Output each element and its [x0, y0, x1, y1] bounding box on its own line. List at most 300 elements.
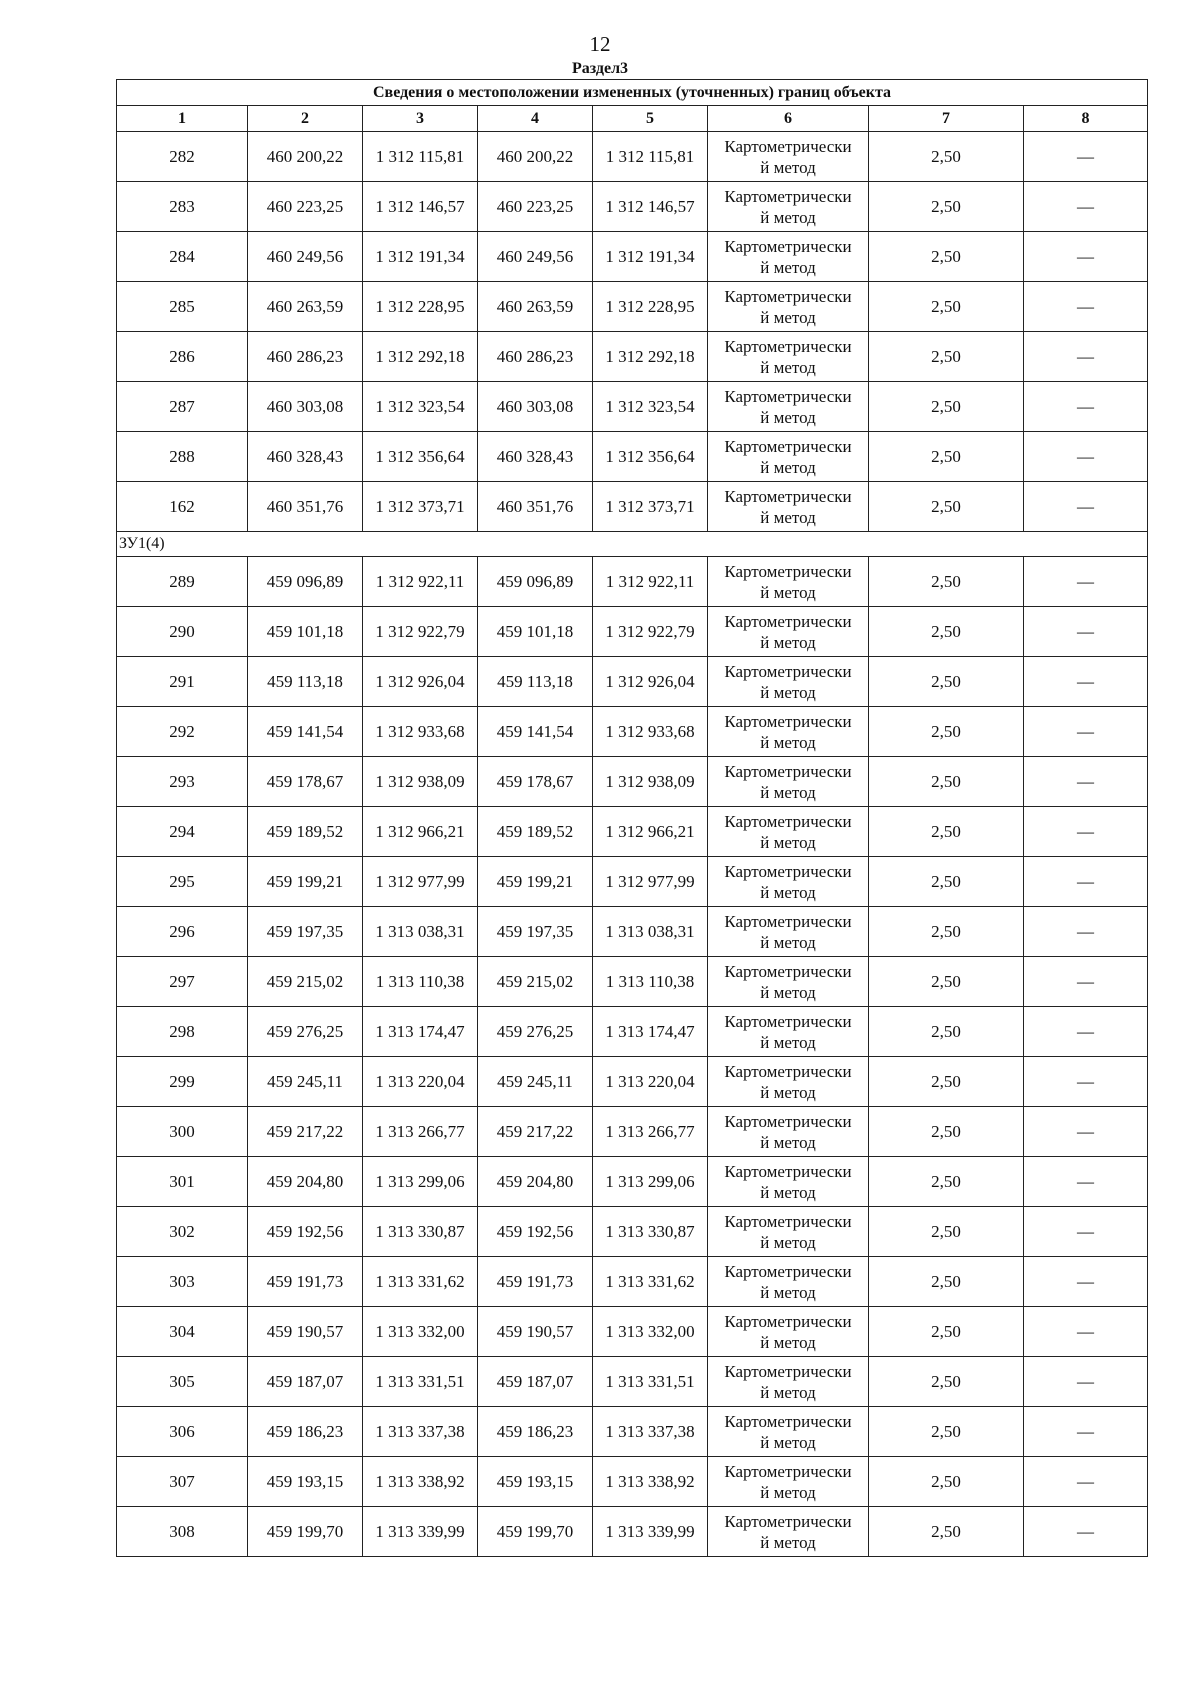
x-existing: 459 191,73: [248, 1257, 363, 1307]
y-new: 1 312 323,54: [593, 382, 708, 432]
y-existing: 1 313 038,31: [363, 907, 478, 957]
column-number: 5: [593, 106, 708, 132]
x-existing: 459 141,54: [248, 707, 363, 757]
method-line: Картометрически: [724, 386, 852, 406]
method-line: й метод: [760, 1232, 816, 1252]
table-row: [117, 282, 1148, 332]
table-row: [117, 332, 1148, 382]
x-new: 460 351,76: [478, 482, 593, 532]
accuracy-cell: 2,50: [869, 1057, 1024, 1107]
x-existing: 460 223,25: [248, 182, 363, 232]
y-new: 1 313 330,87: [593, 1207, 708, 1257]
column-number: 3: [363, 106, 478, 132]
x-new: 459 245,11: [478, 1057, 593, 1107]
method-cell: [708, 1307, 869, 1357]
point-number: 306: [117, 1407, 248, 1457]
method-line: Картометрически: [724, 236, 852, 256]
accuracy-cell: 2,50: [869, 382, 1024, 432]
method-line: й метод: [760, 1132, 816, 1152]
x-new: 459 276,25: [478, 1007, 593, 1057]
table-row: [117, 232, 1148, 282]
table-row: [117, 1457, 1148, 1507]
accuracy-cell: 2,50: [869, 1157, 1024, 1207]
table-row: [117, 1257, 1148, 1307]
y-new: 1 312 977,99: [593, 857, 708, 907]
point-number: 304: [117, 1307, 248, 1357]
y-existing: 1 312 228,95: [363, 282, 478, 332]
method-line: Картометрически: [724, 1111, 852, 1131]
x-new: 459 190,57: [478, 1307, 593, 1357]
empty-mark-cell: —: [1024, 707, 1148, 757]
column-number: 7: [869, 106, 1024, 132]
method-cell: [708, 557, 869, 607]
table-body: [117, 132, 1148, 1557]
empty-mark-cell: —: [1024, 1157, 1148, 1207]
x-new: 460 286,23: [478, 332, 593, 382]
method-cell: [708, 1257, 869, 1307]
x-existing: 459 113,18: [248, 657, 363, 707]
table-row: [117, 857, 1148, 907]
y-new: 1 312 115,81: [593, 132, 708, 182]
y-existing: 1 312 146,57: [363, 182, 478, 232]
y-new: 1 312 933,68: [593, 707, 708, 757]
table-row: [117, 182, 1148, 232]
method-line: Картометрически: [724, 286, 852, 306]
method-line: Картометрически: [724, 811, 852, 831]
accuracy-cell: 2,50: [869, 182, 1024, 232]
accuracy-cell: 2,50: [869, 1457, 1024, 1507]
method-line: Картометрически: [724, 711, 852, 731]
y-existing: 1 313 339,99: [363, 1507, 478, 1557]
point-number: 307: [117, 1457, 248, 1507]
x-existing: 459 186,23: [248, 1407, 363, 1457]
x-new: 459 215,02: [478, 957, 593, 1007]
point-number: 303: [117, 1257, 248, 1307]
method-cell: [708, 182, 869, 232]
y-new: 1 313 299,06: [593, 1157, 708, 1207]
accuracy-cell: 2,50: [869, 857, 1024, 907]
method-line: й метод: [760, 1082, 816, 1102]
method-line: Картометрически: [724, 1161, 852, 1181]
x-existing: 460 286,23: [248, 332, 363, 382]
x-existing: 460 328,43: [248, 432, 363, 482]
column-number: 1: [117, 106, 248, 132]
method-line: Картометрически: [724, 1361, 852, 1381]
empty-mark-cell: —: [1024, 557, 1148, 607]
point-number: 300: [117, 1107, 248, 1157]
accuracy-cell: 2,50: [869, 1507, 1024, 1557]
x-new: 460 200,22: [478, 132, 593, 182]
point-number: 291: [117, 657, 248, 707]
accuracy-cell: 2,50: [869, 707, 1024, 757]
accuracy-cell: 2,50: [869, 232, 1024, 282]
x-existing: 460 351,76: [248, 482, 363, 532]
accuracy-cell: 2,50: [869, 132, 1024, 182]
method-line: й метод: [760, 982, 816, 1002]
y-existing: 1 313 331,62: [363, 1257, 478, 1307]
y-new: 1 312 922,11: [593, 557, 708, 607]
y-new: 1 312 146,57: [593, 182, 708, 232]
method-line: й метод: [760, 257, 816, 277]
point-number: 283: [117, 182, 248, 232]
method-line: Картометрически: [724, 961, 852, 981]
group-row: [117, 532, 1148, 557]
method-line: Картометрически: [724, 1011, 852, 1031]
method-line: й метод: [760, 732, 816, 752]
x-existing: 459 217,22: [248, 1107, 363, 1157]
x-existing: 459 215,02: [248, 957, 363, 1007]
empty-mark-cell: —: [1024, 757, 1148, 807]
x-existing: 459 101,18: [248, 607, 363, 657]
empty-mark-cell: —: [1024, 1357, 1148, 1407]
method-line: Картометрически: [724, 1211, 852, 1231]
method-line: й метод: [760, 307, 816, 327]
point-number: 302: [117, 1207, 248, 1257]
accuracy-cell: 2,50: [869, 1407, 1024, 1457]
y-new: 1 313 331,51: [593, 1357, 708, 1407]
point-number: 308: [117, 1507, 248, 1557]
table-row: [117, 607, 1148, 657]
table-row: [117, 1157, 1148, 1207]
method-cell: [708, 432, 869, 482]
method-line: Картометрически: [724, 911, 852, 931]
method-cell: [708, 132, 869, 182]
method-line: й метод: [760, 782, 816, 802]
y-new: 1 313 332,00: [593, 1307, 708, 1357]
y-existing: 1 313 110,38: [363, 957, 478, 1007]
method-cell: [708, 607, 869, 657]
accuracy-cell: 2,50: [869, 482, 1024, 532]
method-line: Картометрически: [724, 561, 852, 581]
table-caption: Сведения о местоположении измененных (уточненных) границ объекта: [117, 80, 1148, 106]
y-existing: 1 312 922,79: [363, 607, 478, 657]
accuracy-cell: 2,50: [869, 957, 1024, 1007]
y-new: 1 312 373,71: [593, 482, 708, 532]
method-line: й метод: [760, 457, 816, 477]
x-new: 459 101,18: [478, 607, 593, 657]
method-cell: [708, 1107, 869, 1157]
table-row: [117, 1357, 1148, 1407]
empty-mark-cell: —: [1024, 132, 1148, 182]
empty-mark-cell: —: [1024, 1307, 1148, 1357]
x-existing: 459 192,56: [248, 1207, 363, 1257]
method-cell: [708, 232, 869, 282]
column-number: 2: [248, 106, 363, 132]
section-title: Раздел3: [571, 60, 629, 77]
y-existing: 1 313 338,92: [363, 1457, 478, 1507]
method-cell: [708, 1457, 869, 1507]
empty-mark-cell: —: [1024, 1507, 1148, 1557]
table-row: [117, 807, 1148, 857]
y-new: 1 312 938,09: [593, 757, 708, 807]
y-existing: 1 312 966,21: [363, 807, 478, 857]
x-new: 459 096,89: [478, 557, 593, 607]
empty-mark-cell: —: [1024, 1257, 1148, 1307]
point-number: 282: [117, 132, 248, 182]
table-row: [117, 1057, 1148, 1107]
method-line: й метод: [760, 1432, 816, 1452]
method-cell: [708, 707, 869, 757]
empty-mark-cell: —: [1024, 482, 1148, 532]
coordinates-table: [116, 79, 1148, 1557]
method-line: Картометрически: [724, 1511, 852, 1531]
y-new: 1 312 966,21: [593, 807, 708, 857]
point-number: 289: [117, 557, 248, 607]
accuracy-cell: 2,50: [869, 557, 1024, 607]
y-new: 1 312 292,18: [593, 332, 708, 382]
x-new: 459 199,70: [478, 1507, 593, 1557]
method-line: й метод: [760, 832, 816, 852]
method-line: й метод: [760, 357, 816, 377]
method-cell: [708, 332, 869, 382]
x-existing: 459 189,52: [248, 807, 363, 857]
y-existing: 1 312 115,81: [363, 132, 478, 182]
empty-mark-cell: —: [1024, 432, 1148, 482]
x-existing: 459 276,25: [248, 1007, 363, 1057]
y-new: 1 312 926,04: [593, 657, 708, 707]
y-existing: 1 312 356,64: [363, 432, 478, 482]
method-line: Картометрически: [724, 661, 852, 681]
point-number: 293: [117, 757, 248, 807]
x-new: 459 204,80: [478, 1157, 593, 1207]
method-line: й метод: [760, 1182, 816, 1202]
empty-mark-cell: —: [1024, 1457, 1148, 1507]
y-new: 1 313 337,38: [593, 1407, 708, 1457]
table-row: [117, 907, 1148, 957]
empty-mark-cell: —: [1024, 807, 1148, 857]
x-existing: 459 199,21: [248, 857, 363, 907]
y-new: 1 313 266,77: [593, 1107, 708, 1157]
table-row: [117, 132, 1148, 182]
empty-mark-cell: —: [1024, 1007, 1148, 1057]
method-cell: [708, 482, 869, 532]
point-number: 288: [117, 432, 248, 482]
method-cell: [708, 1507, 869, 1557]
y-existing: 1 313 266,77: [363, 1107, 478, 1157]
method-line: й метод: [760, 882, 816, 902]
accuracy-cell: 2,50: [869, 657, 1024, 707]
empty-mark-cell: —: [1024, 182, 1148, 232]
method-line: й метод: [760, 682, 816, 702]
method-line: Картометрически: [724, 1261, 852, 1281]
y-existing: 1 313 174,47: [363, 1007, 478, 1057]
method-line: й метод: [760, 1482, 816, 1502]
empty-mark-cell: —: [1024, 382, 1148, 432]
x-existing: 460 200,22: [248, 132, 363, 182]
y-new: 1 313 174,47: [593, 1007, 708, 1057]
y-new: 1 312 228,95: [593, 282, 708, 332]
y-new: 1 312 922,79: [593, 607, 708, 657]
x-new: 459 197,35: [478, 907, 593, 957]
point-number: 290: [117, 607, 248, 657]
empty-mark-cell: —: [1024, 232, 1148, 282]
y-existing: 1 313 332,00: [363, 1307, 478, 1357]
empty-mark-cell: —: [1024, 282, 1148, 332]
x-existing: 459 190,57: [248, 1307, 363, 1357]
y-existing: 1 312 922,11: [363, 557, 478, 607]
table-row: [117, 707, 1148, 757]
point-number: 295: [117, 857, 248, 907]
x-existing: 460 249,56: [248, 232, 363, 282]
empty-mark-cell: —: [1024, 857, 1148, 907]
y-new: 1 313 038,31: [593, 907, 708, 957]
accuracy-cell: 2,50: [869, 1357, 1024, 1407]
method-line: Картометрически: [724, 486, 852, 506]
y-existing: 1 312 292,18: [363, 332, 478, 382]
x-new: 459 178,67: [478, 757, 593, 807]
y-existing: 1 312 933,68: [363, 707, 478, 757]
method-line: Картометрически: [724, 186, 852, 206]
point-number: 299: [117, 1057, 248, 1107]
y-new: 1 313 339,99: [593, 1507, 708, 1557]
table-row: [117, 657, 1148, 707]
method-cell: [708, 857, 869, 907]
method-line: Картометрически: [724, 861, 852, 881]
method-line: й метод: [760, 1532, 816, 1552]
y-existing: 1 313 331,51: [363, 1357, 478, 1407]
x-new: 459 187,07: [478, 1357, 593, 1407]
method-line: й метод: [760, 632, 816, 652]
table-row: [117, 382, 1148, 432]
empty-mark-cell: —: [1024, 607, 1148, 657]
method-line: Картометрически: [724, 611, 852, 631]
y-new: 1 313 331,62: [593, 1257, 708, 1307]
x-new: 459 217,22: [478, 1107, 593, 1157]
method-line: Картометрически: [724, 136, 852, 156]
table-row: [117, 1007, 1148, 1057]
x-existing: 459 193,15: [248, 1457, 363, 1507]
method-line: Картометрически: [724, 1461, 852, 1481]
x-new: 459 199,21: [478, 857, 593, 907]
accuracy-cell: 2,50: [869, 282, 1024, 332]
x-existing: 460 303,08: [248, 382, 363, 432]
method-cell: [708, 757, 869, 807]
empty-mark-cell: —: [1024, 332, 1148, 382]
accuracy-cell: 2,50: [869, 757, 1024, 807]
y-new: 1 313 110,38: [593, 957, 708, 1007]
method-cell: [708, 382, 869, 432]
accuracy-cell: 2,50: [869, 332, 1024, 382]
table-row: [117, 1507, 1148, 1557]
point-number: 305: [117, 1357, 248, 1407]
x-existing: 459 187,07: [248, 1357, 363, 1407]
page-number: 12: [589, 32, 611, 56]
method-line: Картометрически: [724, 436, 852, 456]
table-row: [117, 1207, 1148, 1257]
empty-mark-cell: —: [1024, 657, 1148, 707]
point-number: 297: [117, 957, 248, 1007]
accuracy-cell: 2,50: [869, 1307, 1024, 1357]
empty-mark-cell: —: [1024, 1207, 1148, 1257]
x-new: 459 113,18: [478, 657, 593, 707]
method-line: Картометрически: [724, 761, 852, 781]
method-line: Картометрически: [724, 1411, 852, 1431]
accuracy-cell: 2,50: [869, 1257, 1024, 1307]
y-new: 1 313 220,04: [593, 1057, 708, 1107]
method-line: й метод: [760, 932, 816, 952]
method-cell: [708, 907, 869, 957]
empty-mark-cell: —: [1024, 1407, 1148, 1457]
accuracy-cell: 2,50: [869, 807, 1024, 857]
method-line: й метод: [760, 407, 816, 427]
x-new: 460 223,25: [478, 182, 593, 232]
y-existing: 1 313 220,04: [363, 1057, 478, 1107]
y-existing: 1 312 191,34: [363, 232, 478, 282]
method-cell: [708, 1207, 869, 1257]
method-line: й метод: [760, 1032, 816, 1052]
table-row: [117, 1307, 1148, 1357]
x-existing: 459 245,11: [248, 1057, 363, 1107]
table-row: [117, 957, 1148, 1007]
table-row: [117, 1107, 1148, 1157]
method-cell: [708, 807, 869, 857]
method-line: й метод: [760, 507, 816, 527]
method-line: й метод: [760, 1332, 816, 1352]
accuracy-cell: 2,50: [869, 907, 1024, 957]
table-row: [117, 432, 1148, 482]
table-row: [117, 557, 1148, 607]
empty-mark-cell: —: [1024, 1057, 1148, 1107]
method-line: й метод: [760, 1382, 816, 1402]
point-number: 292: [117, 707, 248, 757]
x-existing: 459 096,89: [248, 557, 363, 607]
method-cell: [708, 957, 869, 1007]
point-number: 301: [117, 1157, 248, 1207]
empty-mark-cell: —: [1024, 907, 1148, 957]
method-cell: [708, 657, 869, 707]
method-line: й метод: [760, 582, 816, 602]
empty-mark-cell: —: [1024, 957, 1148, 1007]
x-existing: 459 178,67: [248, 757, 363, 807]
table-row: [117, 1407, 1148, 1457]
method-cell: [708, 282, 869, 332]
column-number: 6: [708, 106, 869, 132]
empty-mark-cell: —: [1024, 1107, 1148, 1157]
accuracy-cell: 2,50: [869, 432, 1024, 482]
accuracy-cell: 2,50: [869, 1207, 1024, 1257]
column-number: 4: [478, 106, 593, 132]
point-number: 162: [117, 482, 248, 532]
point-number: 284: [117, 232, 248, 282]
x-new: 460 249,56: [478, 232, 593, 282]
x-new: 459 186,23: [478, 1407, 593, 1457]
x-existing: 459 199,70: [248, 1507, 363, 1557]
group-label: ЗУ1(4): [117, 532, 1148, 557]
accuracy-cell: 2,50: [869, 1107, 1024, 1157]
method-line: Картометрически: [724, 1061, 852, 1081]
method-cell: [708, 1007, 869, 1057]
y-existing: 1 313 330,87: [363, 1207, 478, 1257]
method-line: Картометрически: [724, 336, 852, 356]
method-line: й метод: [760, 207, 816, 227]
x-new: 459 191,73: [478, 1257, 593, 1307]
y-existing: 1 312 926,04: [363, 657, 478, 707]
x-new: 460 328,43: [478, 432, 593, 482]
x-new: 460 263,59: [478, 282, 593, 332]
point-number: 287: [117, 382, 248, 432]
y-existing: 1 312 373,71: [363, 482, 478, 532]
y-new: 1 313 338,92: [593, 1457, 708, 1507]
point-number: 285: [117, 282, 248, 332]
point-number: 294: [117, 807, 248, 857]
accuracy-cell: 2,50: [869, 1007, 1024, 1057]
method-line: й метод: [760, 1282, 816, 1302]
x-new: 459 189,52: [478, 807, 593, 857]
x-new: 459 193,15: [478, 1457, 593, 1507]
x-existing: 459 204,80: [248, 1157, 363, 1207]
y-new: 1 312 356,64: [593, 432, 708, 482]
column-number: 8: [1024, 106, 1148, 132]
